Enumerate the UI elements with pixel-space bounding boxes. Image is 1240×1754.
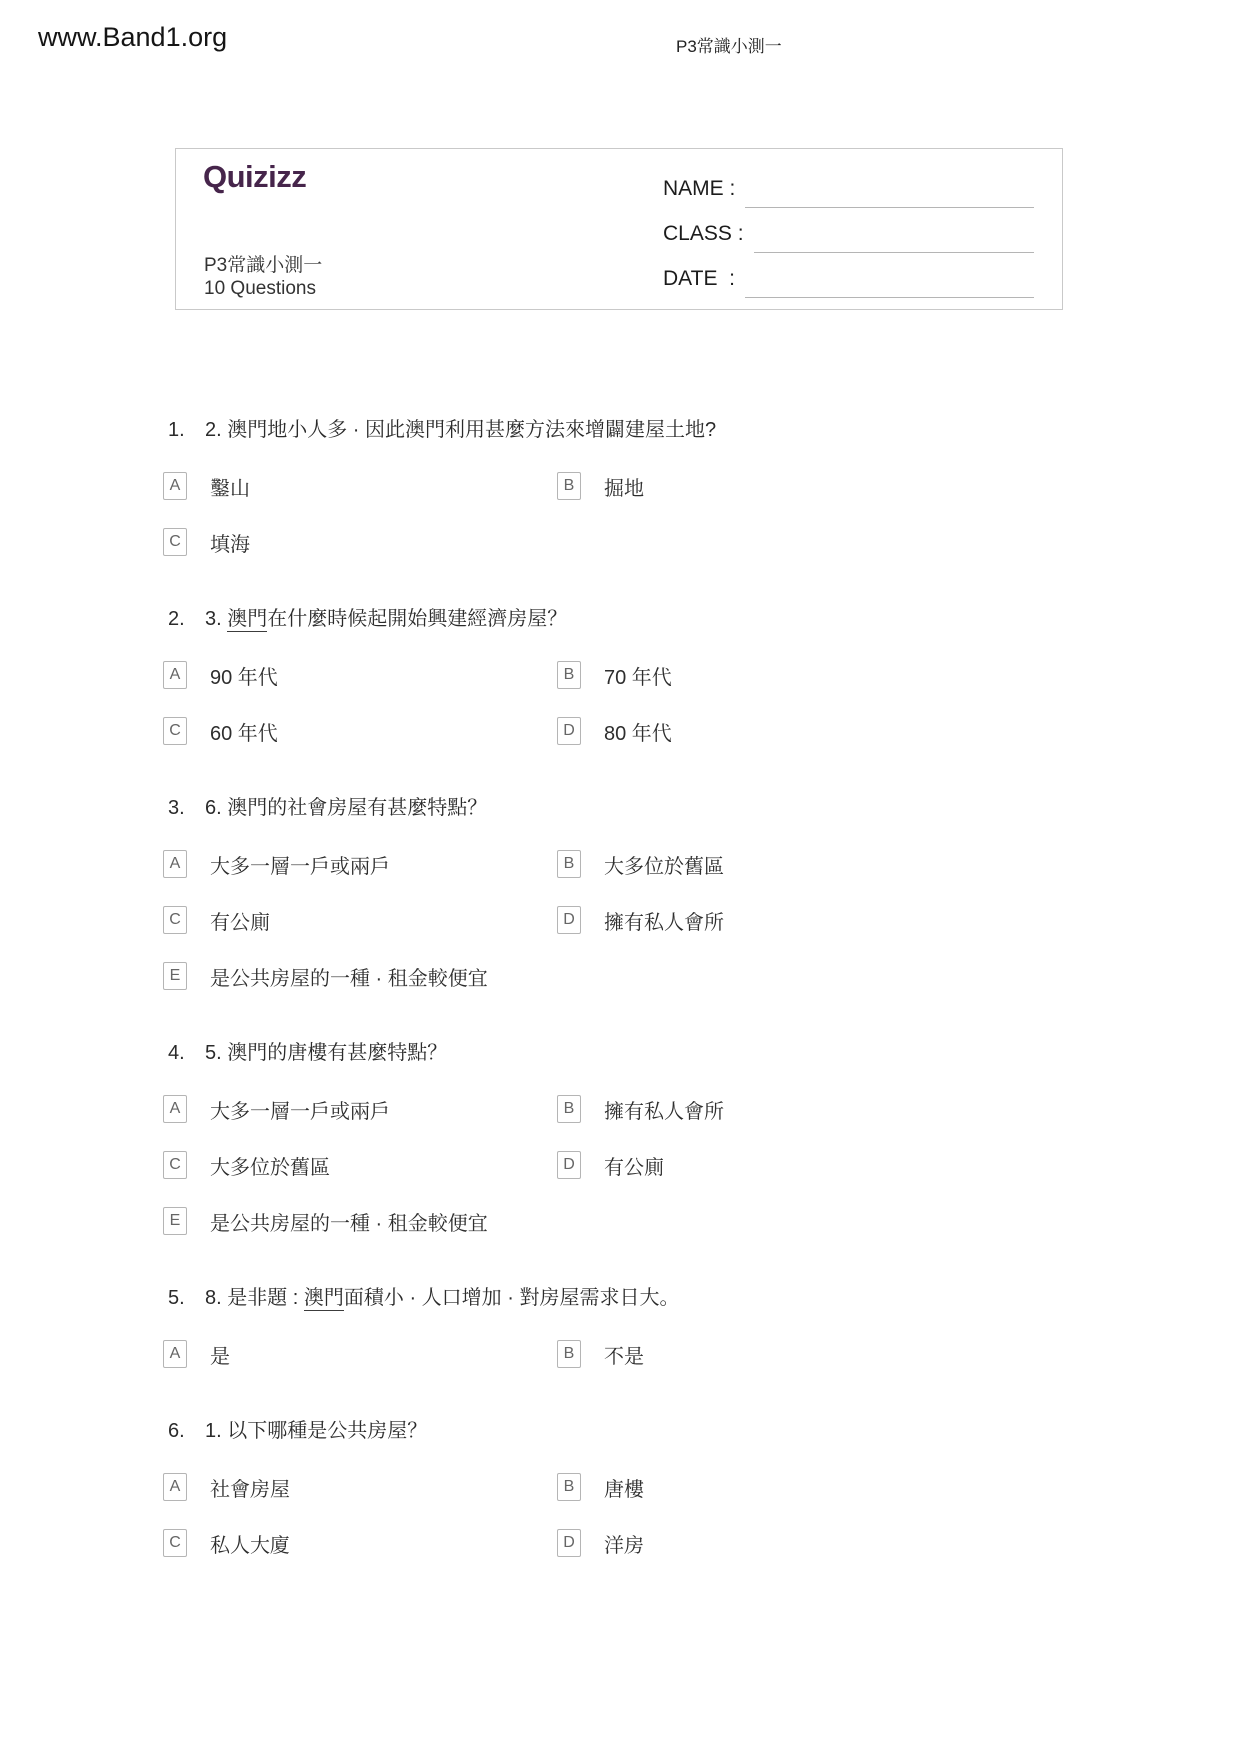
option-label: 社會房屋 bbox=[210, 1478, 290, 1501]
option-label: 掘地 bbox=[604, 477, 644, 500]
option-letter-box: B bbox=[557, 661, 581, 689]
underlined-term: 澳門 bbox=[227, 608, 268, 630]
option-letter-box: D bbox=[557, 906, 581, 934]
answer-option bbox=[163, 471, 557, 501]
answer-option bbox=[557, 905, 1077, 935]
question-text bbox=[205, 1041, 1077, 1066]
option-label: 鑿山 bbox=[210, 477, 250, 500]
option-letter-box: A bbox=[163, 472, 187, 500]
option-label: 擁有私人會所 bbox=[604, 1100, 724, 1123]
question-block bbox=[163, 607, 1077, 746]
option-letter-box: D bbox=[557, 1151, 581, 1179]
question-row bbox=[163, 418, 1077, 443]
answer-option bbox=[557, 1339, 1077, 1369]
question-block bbox=[163, 1041, 1077, 1236]
answer-option bbox=[163, 527, 557, 557]
options-grid bbox=[163, 1339, 1077, 1369]
answer-option bbox=[163, 961, 557, 991]
options-grid bbox=[163, 1472, 1077, 1558]
question-text-segment: 6. 澳門的社會房屋有甚麼特點？ bbox=[205, 797, 488, 819]
quizizz-logo: Quizizz bbox=[203, 159, 307, 194]
question-count: 10 Questions bbox=[204, 278, 316, 299]
date-field bbox=[663, 263, 1034, 291]
name-field-line bbox=[745, 207, 1034, 208]
option-letter-box: D bbox=[557, 717, 581, 745]
class-field-label: CLASS : bbox=[663, 222, 744, 245]
option-label: 大多一層一戶或兩戶 bbox=[210, 855, 390, 878]
answer-option bbox=[557, 1472, 1077, 1502]
option-letter-box: D bbox=[557, 1529, 581, 1557]
option-letter-box: C bbox=[163, 528, 187, 556]
question-number: 4. bbox=[168, 1042, 185, 1064]
questions bbox=[163, 418, 1077, 1608]
option-letter-box: B bbox=[557, 850, 581, 878]
name-field-label: NAME : bbox=[663, 177, 736, 200]
answer-option bbox=[557, 1094, 1077, 1124]
answer-option bbox=[163, 660, 557, 690]
option-letter-box: C bbox=[163, 717, 187, 745]
option-label: 有公廁 bbox=[210, 911, 270, 934]
question-row bbox=[163, 796, 1077, 821]
answer-option bbox=[557, 849, 1077, 879]
question-block bbox=[163, 796, 1077, 991]
option-letter-box: A bbox=[163, 661, 187, 689]
question-text-segment: 2. 澳門地小人多 · 因此澳門利用甚麼方法來增闢建屋土地? bbox=[205, 419, 717, 441]
quiz-title: P3常識小測一 bbox=[204, 255, 323, 276]
answer-option bbox=[557, 471, 1077, 501]
option-label: 大多一層一戶或兩戶 bbox=[210, 1100, 390, 1123]
question-text bbox=[205, 1419, 1077, 1444]
question-text-segment: 8. 是非題 : bbox=[205, 1287, 304, 1309]
date-field-label: DATE : bbox=[663, 267, 735, 290]
question-text bbox=[205, 607, 1077, 632]
option-label: 90 年代 bbox=[210, 666, 278, 689]
underlined-term: 澳門 bbox=[303, 1287, 344, 1309]
answer-option bbox=[163, 849, 557, 879]
answer-option bbox=[163, 1150, 557, 1180]
option-letter-box: B bbox=[557, 1095, 581, 1123]
watermark: www.Band1.org bbox=[38, 22, 228, 52]
question-number: 3. bbox=[168, 797, 185, 819]
question-text-segment: 在什麼時候起開始興建經濟房屋？ bbox=[267, 608, 568, 630]
question-text-segment: 3. bbox=[205, 608, 228, 630]
option-letter-box: C bbox=[163, 1529, 187, 1557]
question-number: 6. bbox=[168, 1420, 185, 1442]
student-fields bbox=[663, 173, 1034, 308]
question-row bbox=[163, 607, 1077, 632]
option-label: 60 年代 bbox=[210, 722, 278, 745]
date-field-line bbox=[745, 297, 1034, 298]
option-letter-box: E bbox=[163, 1207, 187, 1235]
question-number: 1. bbox=[168, 419, 185, 441]
option-letter-box: B bbox=[557, 472, 581, 500]
answer-option bbox=[557, 1150, 1077, 1180]
options-grid bbox=[163, 1094, 1077, 1236]
name-field bbox=[663, 173, 1034, 201]
option-letter-box: A bbox=[163, 1340, 187, 1368]
option-label: 不是 bbox=[604, 1345, 644, 1368]
question-number: 2. bbox=[168, 608, 185, 630]
option-label: 是公共房屋的一種 · 租金較便宜 bbox=[210, 1212, 488, 1235]
answer-option bbox=[557, 660, 1077, 690]
question-text-segment: 5. 澳門的唐樓有甚麼特點？ bbox=[205, 1042, 448, 1064]
question-row bbox=[163, 1419, 1077, 1444]
option-label: 洋房 bbox=[604, 1534, 644, 1557]
answer-option bbox=[163, 905, 557, 935]
option-letter-box: C bbox=[163, 906, 187, 934]
option-label: 是公共房屋的一種 · 租金較便宜 bbox=[210, 967, 488, 990]
option-letter-box: B bbox=[557, 1340, 581, 1368]
question-text bbox=[205, 796, 1077, 821]
question-row bbox=[163, 1041, 1077, 1066]
question-row bbox=[163, 1286, 1077, 1311]
option-label: 大多位於舊區 bbox=[604, 855, 724, 878]
answer-option bbox=[163, 716, 557, 746]
option-label: 有公廁 bbox=[604, 1156, 664, 1179]
option-label: 填海 bbox=[210, 533, 250, 556]
question-text-segment: 1. 以下哪種是公共房屋？ bbox=[205, 1420, 428, 1442]
question-text bbox=[205, 1286, 1077, 1311]
answer-option bbox=[163, 1094, 557, 1124]
answer-option bbox=[557, 1528, 1077, 1558]
question-block bbox=[163, 418, 1077, 557]
answer-option bbox=[163, 1339, 557, 1369]
question-block bbox=[163, 1419, 1077, 1558]
answer-option bbox=[557, 716, 1077, 746]
option-letter-box: E bbox=[163, 962, 187, 990]
option-label: 私人大廈 bbox=[210, 1534, 290, 1557]
option-letter-box: A bbox=[163, 1095, 187, 1123]
class-field-line bbox=[754, 252, 1034, 253]
answer-option bbox=[163, 1206, 557, 1236]
page-header-title: P3常識小測一 bbox=[676, 37, 782, 56]
option-label: 是 bbox=[210, 1345, 230, 1368]
options-grid bbox=[163, 660, 1077, 746]
option-letter-box: B bbox=[557, 1473, 581, 1501]
option-letter-box: A bbox=[163, 850, 187, 878]
question-text bbox=[205, 418, 1077, 443]
options-grid bbox=[163, 471, 1077, 557]
question-number: 5. bbox=[168, 1287, 185, 1309]
option-label: 唐樓 bbox=[604, 1478, 644, 1501]
option-letter-box: C bbox=[163, 1151, 187, 1179]
question-block bbox=[163, 1286, 1077, 1369]
option-label: 大多位於舊區 bbox=[210, 1156, 330, 1179]
options-grid bbox=[163, 849, 1077, 991]
option-label: 擁有私人會所 bbox=[604, 911, 724, 934]
option-label: 80 年代 bbox=[604, 722, 672, 745]
class-field bbox=[663, 218, 1034, 246]
quiz-header-card bbox=[175, 148, 1063, 310]
answer-option bbox=[163, 1528, 557, 1558]
option-letter-box: A bbox=[163, 1473, 187, 1501]
option-label: 70 年代 bbox=[604, 666, 672, 689]
question-text-segment: 面積小 · 人口增加 · 對房屋需求日大。 bbox=[343, 1287, 680, 1309]
answer-option bbox=[163, 1472, 557, 1502]
